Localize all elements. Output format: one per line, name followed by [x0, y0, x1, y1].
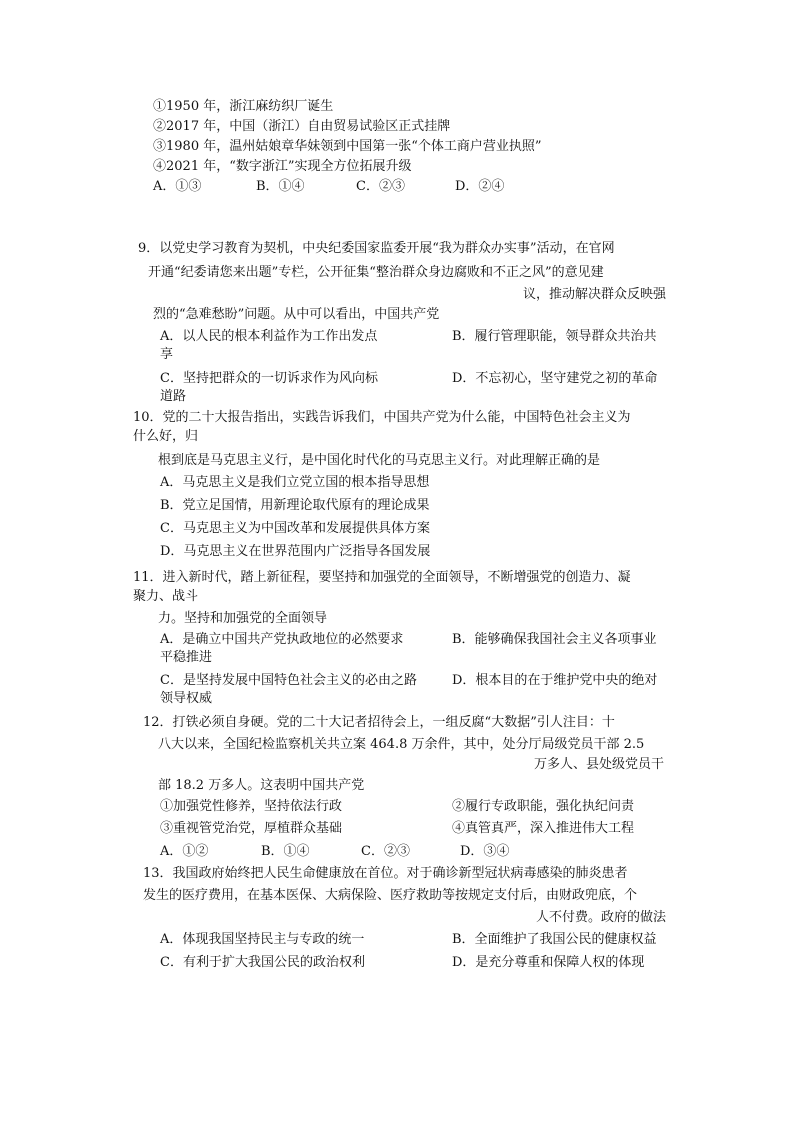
- q12-option-a: A．①②: [160, 844, 209, 859]
- q9-stem-line-1: 9．以党史学习教育为契机，中央纪委国家监委开展“我为群众办实事”活动，在官网: [138, 241, 615, 256]
- q12-option-d: D．③④: [460, 844, 510, 859]
- q13-stem-line-3: 人不付费。政府的做法: [535, 910, 666, 925]
- q12-stem-line-3: 万多人、县处级党员干: [533, 757, 664, 772]
- q8-option-d: D．②④: [455, 179, 505, 194]
- q9-option-d: D．不忘初心，坚守建党之初的革命: [452, 371, 658, 386]
- q13-option-d: D．是充分尊重和保障人权的体现: [452, 955, 645, 970]
- q12-item-3: ③重视管党治党，厚植群众基础: [160, 821, 343, 836]
- q11-stem-line-1: 11．进入新时代，踏上新征程，要坚持和加强党的全面领导，不断增强党的创造力、凝: [133, 570, 631, 585]
- q9-stem-line-4: 烈的“急难愁盼”问题。从中可以看出，中国共产党: [153, 307, 440, 322]
- q12-option-c: C．②③: [361, 844, 410, 859]
- q8-item-4: ④2021 年，“数字浙江”实现全方位拓展升级: [153, 159, 412, 174]
- q8-item-3: ③1980 年，温州姑娘章华妹领到中国第一张“个体工商户营业执照”: [153, 139, 542, 154]
- q13-option-a: A．体现我国坚持民主与专政的统一: [160, 932, 365, 947]
- q12-stem-line-2: 八大以来，全国纪检监察机关共立案 464.8 万余件，其中，处分厅局级党员干部 2.5: [158, 737, 645, 752]
- q10-option-b: B．党立足国情，用新理论取代原有的理论成果: [160, 498, 430, 513]
- q9-option-c: C．坚持把群众的一切诉求作为风向标: [160, 371, 378, 386]
- q11-option-a: A．是确立中国共产党执政地位的必然要求: [160, 632, 404, 647]
- q11-option-d-wrap: 领导权威: [160, 691, 213, 706]
- q13-stem-line-2: 发生的医疗费用，在基本医保、大病保险、医疗救助等按规定支付后，由财政兜底，个: [143, 888, 638, 903]
- q9-stem-line-2: 开通“纪委请您来出题”专栏，公开征集“整治群众身边腐败和不正之风”的意见建: [148, 265, 604, 280]
- q9-option-a: A．以人民的根本利益作为工作出发点: [160, 329, 378, 344]
- q13-option-b: B．全面维护了我国公民的健康权益: [452, 932, 657, 947]
- q10-stem-line-2: 什么好，归: [133, 429, 199, 444]
- q10-option-a: A．马克思主义是我们立党立国的根本指导思想: [160, 475, 430, 490]
- q9-option-b-wrap: 享: [160, 347, 174, 362]
- q13-option-c: C．有利于扩大我国公民的政治权利: [160, 955, 365, 970]
- q8-option-c: C．②③: [356, 179, 405, 194]
- q11-option-d: D．根本目的在于维护党中央的绝对: [452, 673, 658, 688]
- q9-option-d-wrap: 道路: [160, 389, 187, 404]
- q8-option-a: A．①③: [153, 179, 202, 194]
- q12-stem-line-1: 12．打铁必须自身硬。党的二十大记者招待会上，一组反腐“大数据”引人注目：十: [143, 715, 615, 730]
- q11-option-b: B．能够确保我国社会主义各项事业: [452, 632, 657, 647]
- q8-item-2: ②2017 年，中国（浙江）自由贸易试验区正式挂牌: [153, 119, 451, 134]
- q10-stem-line-3: 根到底是马克思主义行，是中国化时代化的马克思主义行。对此理解正确的是: [158, 453, 601, 468]
- q11-option-c: C．是坚持发展中国特色社会主义的必由之路: [160, 673, 417, 688]
- q12-item-1: ①加强党性修养，坚持依法行政: [160, 799, 343, 814]
- q12-item-2: ②履行专政职能，强化执纪问责: [452, 799, 635, 814]
- q10-stem-line-1: 10．党的二十大报告指出，实践告诉我们，中国共产党为什么能，中国特色社会主义为: [133, 410, 631, 425]
- q11-option-b-wrap: 平稳推进: [160, 650, 213, 665]
- q8-item-1: ①1950 年，浙江麻纺织厂诞生: [153, 99, 334, 114]
- q12-stem-line-4: 部 18.2 万多人。这表明中国共产党: [158, 778, 365, 793]
- q13-stem-line-1: 13．我国政府始终把人民生命健康放在首位。对于确诊新型冠状病毒感染的肺炎患者: [143, 866, 628, 881]
- q10-option-d: D．马克思主义在世界范围内广泛指导各国发展: [160, 544, 431, 559]
- q9-stem-line-3: 议，推动解决群众反映强: [522, 287, 666, 302]
- q8-option-b: B．①④: [256, 179, 305, 194]
- q12-option-b: B．①④: [261, 844, 310, 859]
- q11-stem-line-2: 聚力、战斗: [133, 589, 199, 604]
- q9-option-b: B．履行管理职能，领导群众共治共: [452, 329, 657, 344]
- q12-item-4: ④真管真严，深入推进伟大工程: [452, 821, 635, 836]
- q11-stem-line-3: 力。坚持和加强党的全面领导: [158, 611, 328, 626]
- q10-option-c: C．马克思主义为中国改革和发展提供具体方案: [160, 521, 430, 536]
